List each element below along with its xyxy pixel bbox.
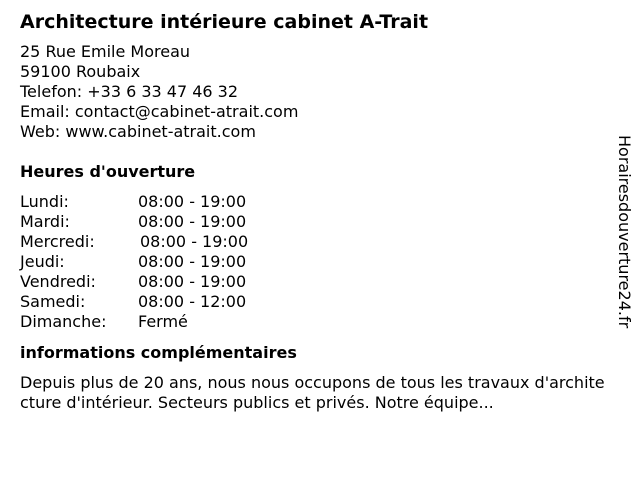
hours-row-friday bbox=[20, 272, 610, 292]
site-watermark: Horairesdouverture24.fr bbox=[615, 135, 634, 329]
time-value: 08:00 - 19:00 bbox=[140, 232, 249, 251]
web-line: Web: www.cabinet-atrait.com bbox=[20, 122, 256, 141]
hours-list bbox=[20, 192, 610, 332]
day-label: Mardi: bbox=[20, 212, 70, 231]
info-description: Depuis plus de 20 ans, nous nous occupons de tous les travaux d'architecture d'intérieur. Secteurs publics et privés. Notre équipe... bbox=[20, 373, 605, 412]
day-label: Dimanche: bbox=[20, 312, 107, 331]
email-line: Email: contact@cabinet-atrait.com bbox=[20, 102, 299, 121]
time-value: 08:00 - 19:00 bbox=[138, 192, 247, 211]
day-label: Vendredi: bbox=[20, 272, 96, 291]
hours-row-saturday bbox=[20, 292, 610, 312]
hours-row-sunday bbox=[20, 312, 610, 332]
hours-row-monday bbox=[20, 192, 610, 212]
hours-row-tuesday bbox=[20, 212, 610, 232]
hours-row-wednesday bbox=[20, 232, 610, 252]
address-street: 25 Rue Emile Moreau bbox=[20, 42, 191, 61]
business-name: Architecture intérieure cabinet A-Trait bbox=[20, 11, 429, 33]
time-value: 08:00 - 19:00 bbox=[138, 252, 247, 271]
day-label: Mercredi: bbox=[20, 232, 95, 251]
hours-heading: Heures d'ouverture bbox=[20, 162, 196, 181]
time-value: 08:00 - 12:00 bbox=[138, 292, 247, 311]
phone-line: Telefon: +33 6 33 47 46 32 bbox=[20, 82, 239, 101]
business-card bbox=[20, 10, 610, 413]
hours-row-thursday bbox=[20, 252, 610, 272]
time-value: Fermé bbox=[138, 312, 188, 331]
day-label: Samedi: bbox=[20, 292, 86, 311]
time-value: 08:00 - 19:00 bbox=[138, 212, 247, 231]
day-label: Jeudi: bbox=[20, 252, 65, 271]
day-label: Lundi: bbox=[20, 192, 69, 211]
time-value: 08:00 - 19:00 bbox=[138, 272, 247, 291]
info-heading: informations complémentaires bbox=[20, 343, 297, 362]
address-city: 59100 Roubaix bbox=[20, 62, 141, 81]
